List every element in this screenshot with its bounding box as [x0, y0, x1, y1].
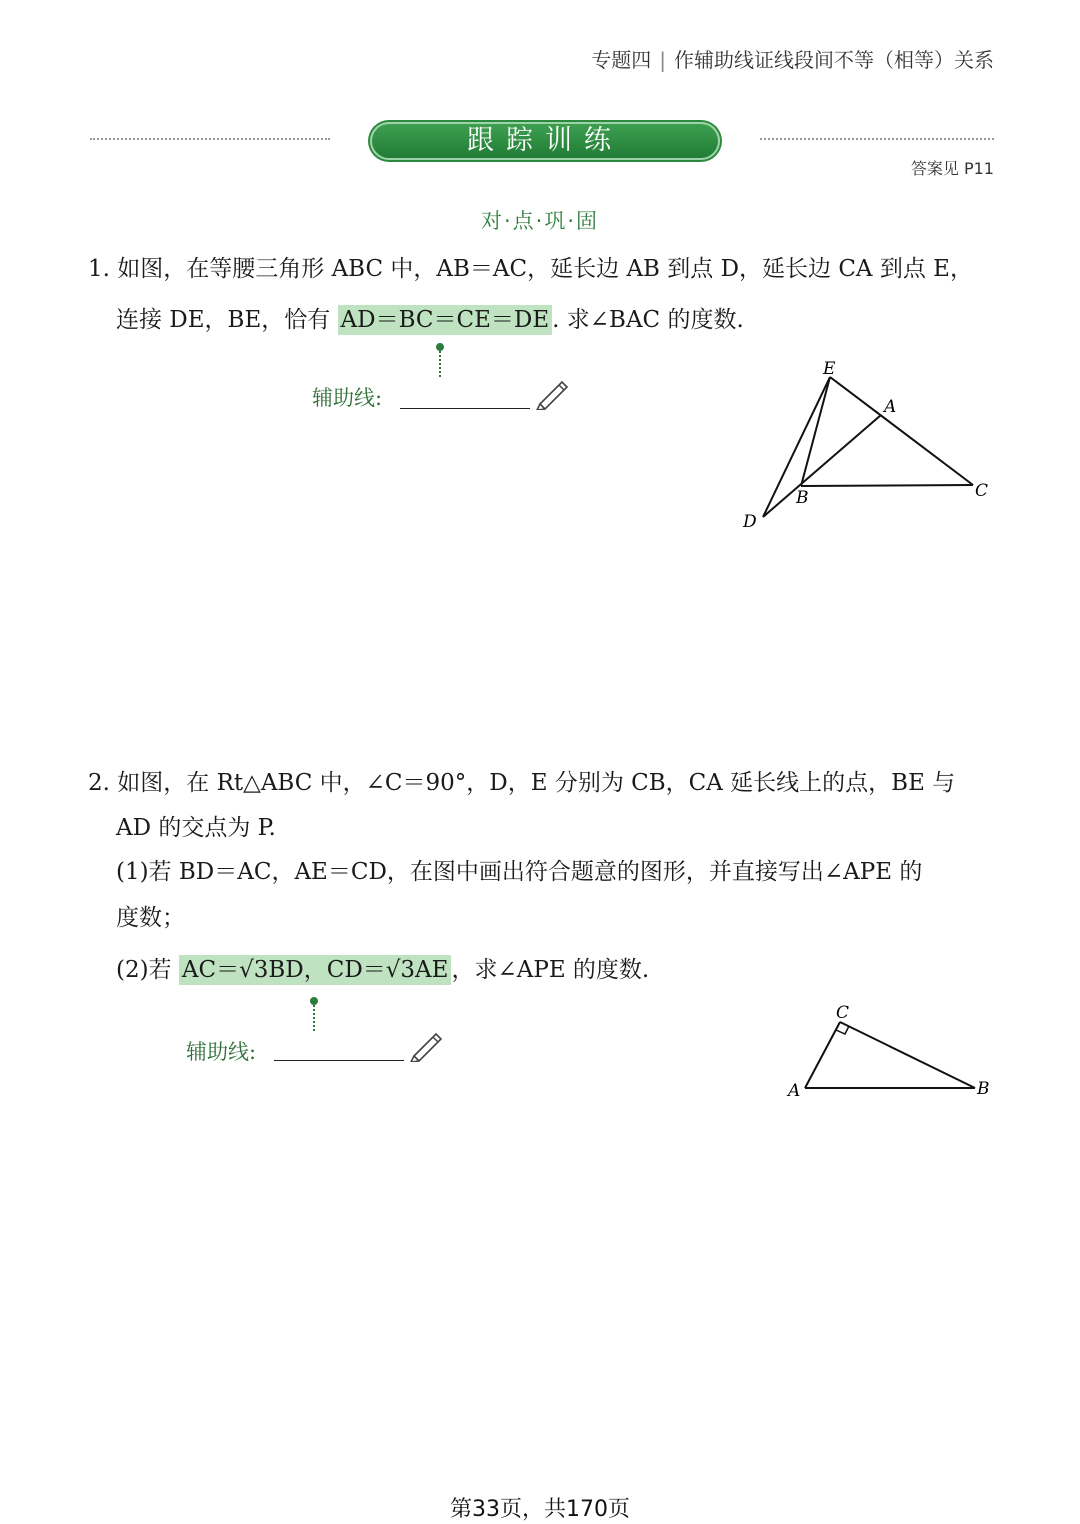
- q1-pencil-icon: [532, 376, 572, 410]
- q1-aux-blank[interactable]: [400, 408, 530, 409]
- q2-line1: 2. 如图，在 Rt△ABC 中，∠C＝90°，D，E 分别为 CB，CA 延长线上的点，BE 与: [88, 770, 956, 796]
- label-D: D: [743, 512, 757, 532]
- header-separator: |: [659, 48, 666, 72]
- q1-line1: 1. 如图，在等腰三角形 ABC 中，AB＝AC，延长边 AB 到点 D，延长边 CA 到点 E，: [88, 256, 973, 282]
- page-number: 第33页，共170页: [450, 1497, 630, 1522]
- q2-pin-dot: [310, 997, 318, 1005]
- label-A: A: [884, 397, 897, 417]
- label-C: C: [975, 481, 989, 501]
- label-E: E: [823, 359, 836, 379]
- running-header: [591, 44, 994, 73]
- q1-line2-prefix: 连接 DE，BE，恰有: [116, 307, 338, 333]
- segment-BC: [801, 485, 973, 486]
- q1-highlight: AD＝BC＝CE＝DE: [338, 305, 553, 335]
- q2-aux-blank[interactable]: [274, 1060, 404, 1061]
- segment-CA: [805, 1022, 840, 1088]
- label-C: C: [836, 1003, 850, 1023]
- q2-right-triangle-figure: [780, 1000, 1000, 1105]
- segment-DA: [763, 415, 881, 517]
- q2-part2: [116, 955, 649, 985]
- q2-part1-line2: 度数；: [116, 905, 185, 931]
- label-B: B: [796, 488, 809, 508]
- label-A: A: [788, 1081, 801, 1101]
- q2-pencil-icon: [406, 1028, 446, 1062]
- right-dotted-rule: [760, 138, 994, 140]
- q2-part2-suffix: ，求∠APE 的度数.: [451, 957, 650, 983]
- q2-highlight: AC＝√3BD，CD＝√3AE: [179, 955, 452, 985]
- segment-EB: [801, 377, 830, 486]
- q2-part2-prefix: (2)若: [116, 957, 179, 983]
- q2-pin-stem: [313, 1005, 315, 1031]
- q1-line2: [116, 305, 744, 335]
- subsection-title: 对·点·巩·固: [480, 209, 600, 233]
- q2-part1-line1: (1)若 BD＝AC，AE＝CD，在图中画出符合题意的图形，并直接写出∠APE 的: [116, 859, 923, 885]
- left-dotted-rule: [90, 138, 330, 140]
- section-banner: 跟踪训练: [370, 122, 720, 160]
- q1-line2-suffix: . 求∠BAC 的度数.: [552, 307, 744, 333]
- label-B: B: [977, 1079, 990, 1099]
- q1-aux-label: 辅助线:: [312, 386, 383, 410]
- q1-pin-dot: [436, 343, 444, 351]
- header-topic: 专题四: [591, 48, 652, 72]
- answer-reference: 答案见 P11: [910, 159, 994, 178]
- q1-triangle-figure: [735, 355, 1005, 535]
- q2-aux-label: 辅助线:: [186, 1040, 257, 1064]
- segment-CB: [840, 1022, 975, 1088]
- segment-EC: [830, 377, 973, 485]
- q1-pin-stem: [439, 351, 441, 377]
- header-title: 作辅助线证线段间不等（相等）关系: [674, 48, 994, 72]
- q2-line2: AD 的交点为 P.: [116, 815, 276, 841]
